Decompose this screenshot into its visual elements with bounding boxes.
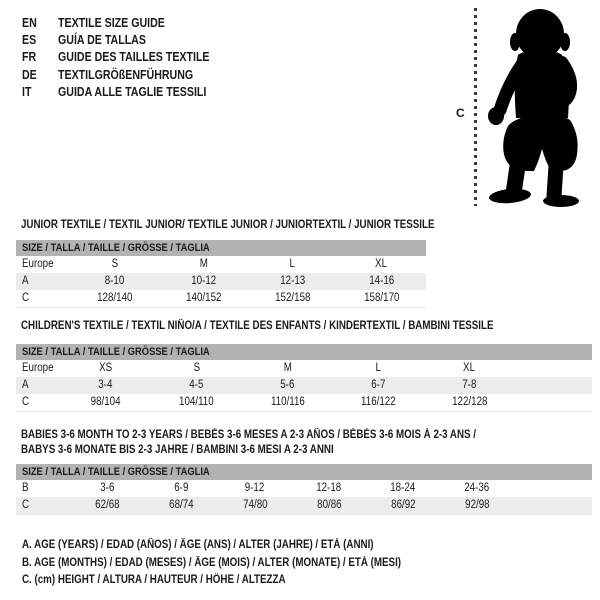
table-header-band: SIZE / TALLA / TAILLE / GRÖSSE / TAGLIA <box>16 344 592 360</box>
table-row-europe <box>16 256 426 273</box>
table-row-c <box>16 394 592 411</box>
table-title: JUNIOR TEXTILE / TEXTIL JUNIOR/ TEXTILE JUNIOR / JUNIORTEXTIL / JUNIOR TESSILE <box>21 219 435 231</box>
size-cell: M <box>283 362 292 374</box>
guide-title: TEXTILE SIZE GUIDE <box>58 15 165 30</box>
size-cell: 62/68 <box>94 499 120 511</box>
size-cell: 24-36 <box>464 482 490 494</box>
size-cell: 74/80 <box>242 499 268 511</box>
table-header-band: SIZE / TALLA / TAILLE / GRÖSSE / TAGLIA <box>16 464 592 480</box>
footnote-c: C. (cm) HEIGHT / ALTURA / HAUTEUR / HÖHE / ALTEZZA <box>22 574 286 586</box>
row-label: C <box>22 499 30 511</box>
table-row-europe <box>16 360 592 377</box>
language-row-fr <box>22 49 236 66</box>
language-row-it <box>22 83 236 100</box>
size-cell: 12-13 <box>279 275 305 287</box>
size-cell: 9-12 <box>245 482 265 494</box>
size-cell: 98/104 <box>90 396 121 408</box>
size-cell: 6-9 <box>173 482 189 494</box>
size-cell: L <box>289 258 296 270</box>
size-cell: M <box>199 258 208 270</box>
size-cell: L <box>375 362 382 374</box>
size-cell: 14-16 <box>368 275 394 287</box>
size-cell: XL <box>375 258 388 270</box>
size-cell: 6-7 <box>371 379 386 391</box>
babies-size-table <box>16 428 592 514</box>
language-row-de <box>22 66 236 83</box>
height-measure-label: C <box>456 106 465 120</box>
height-measure-dotted-line <box>474 8 477 206</box>
row-label: C <box>22 292 30 304</box>
row-label: A <box>22 379 29 391</box>
size-cell: 8-10 <box>104 275 125 287</box>
table-row-a <box>16 273 426 290</box>
language-code: ES <box>22 32 37 47</box>
table-row-b <box>16 480 592 497</box>
table-rows <box>16 480 592 514</box>
table-title-line2: BABYS 3-6 MONATE BIS 2-3 JAHRE / BAMBINI 3-6 MESI A 2-3 ANNI <box>21 444 334 456</box>
size-cell: 7-8 <box>462 379 477 391</box>
table-rows <box>16 360 592 411</box>
size-cell: S <box>193 362 200 374</box>
children-size-table <box>16 318 592 411</box>
size-cell: 80/86 <box>316 499 342 511</box>
row-label: A <box>22 275 29 287</box>
language-code: EN <box>22 15 37 30</box>
table-row-c <box>16 290 426 307</box>
guide-title: TEXTILGRÖßENFÜHRUNG <box>58 67 194 82</box>
table-row-a <box>16 377 592 394</box>
junior-size-table <box>16 217 435 307</box>
size-cell: 86/92 <box>390 499 416 511</box>
size-cell: 18-24 <box>390 482 416 494</box>
table-title: BABIES 3-6 MONTH TO 2-3 YEARS / BEBÉS 3-6 MESES A 2-3 AÑOS / BÉBÉS 3-6 MOIS À 2-3 ANS / <box>21 429 477 441</box>
size-cell: 116/122 <box>361 396 396 408</box>
size-cell: 140/152 <box>185 292 222 304</box>
language-header <box>22 14 236 100</box>
footnote-b: B. AGE (MONTHS) / EDAD (MESES) / ÂGE (MOIS) / ALTER (MONATE) / ETÀ (MESI) <box>22 556 402 569</box>
row-label: B <box>22 482 29 494</box>
guide-title: GUIDA ALLE TAGLIE TESSILI <box>58 84 207 99</box>
size-cell: 158/170 <box>363 292 400 304</box>
language-row-en <box>22 14 236 31</box>
guide-title: GUIDE DES TAILLES TEXTILE <box>58 50 210 65</box>
footnote-a: A. AGE (YEARS) / EDAD (AÑOS) / ÂGE (ANS) / ALTER (JAHRE) / ETÀ (ANNI) <box>22 539 374 551</box>
size-cell: 152/158 <box>274 292 311 304</box>
size-cell: 5-6 <box>280 379 295 391</box>
language-code: IT <box>22 84 32 99</box>
footnotes <box>22 537 468 590</box>
size-cell: 128/140 <box>96 292 133 304</box>
table-header-band: SIZE / TALLA / TAILLE / GRÖSSE / TAGLIA <box>16 240 426 256</box>
size-cell: 68/74 <box>168 499 194 511</box>
guide-title: GUÍA DE TALLAS <box>58 32 146 47</box>
row-label: Europe <box>22 362 54 374</box>
row-label: C <box>22 396 30 408</box>
size-cell: XS <box>98 362 113 374</box>
language-code: DE <box>22 67 37 82</box>
size-cell: 3-6 <box>99 482 115 494</box>
size-cell: 10-12 <box>190 275 216 287</box>
language-row-es <box>22 31 236 48</box>
language-code: FR <box>22 50 37 65</box>
size-cell: 92/98 <box>464 499 490 511</box>
size-cell: 122/128 <box>451 396 488 408</box>
size-cell: 12-18 <box>316 482 342 494</box>
size-cell: 3-4 <box>98 379 113 391</box>
size-cell: XL <box>463 362 476 374</box>
table-title: CHILDREN'S TEXTILE / TEXTIL NIÑO/A / TEXTILE DES ENFANTS / KINDERTEXTIL / BAMBINI TESSILE <box>21 320 494 332</box>
table-row-c <box>16 497 592 514</box>
size-cell: 4-5 <box>189 379 204 391</box>
size-cell: S <box>111 258 118 270</box>
row-label: Europe <box>22 258 54 270</box>
size-cell: 104/110 <box>179 396 214 408</box>
table-rows <box>16 256 426 307</box>
size-cell: 110/116 <box>270 396 305 408</box>
baby-silhouette-icon <box>484 8 588 208</box>
